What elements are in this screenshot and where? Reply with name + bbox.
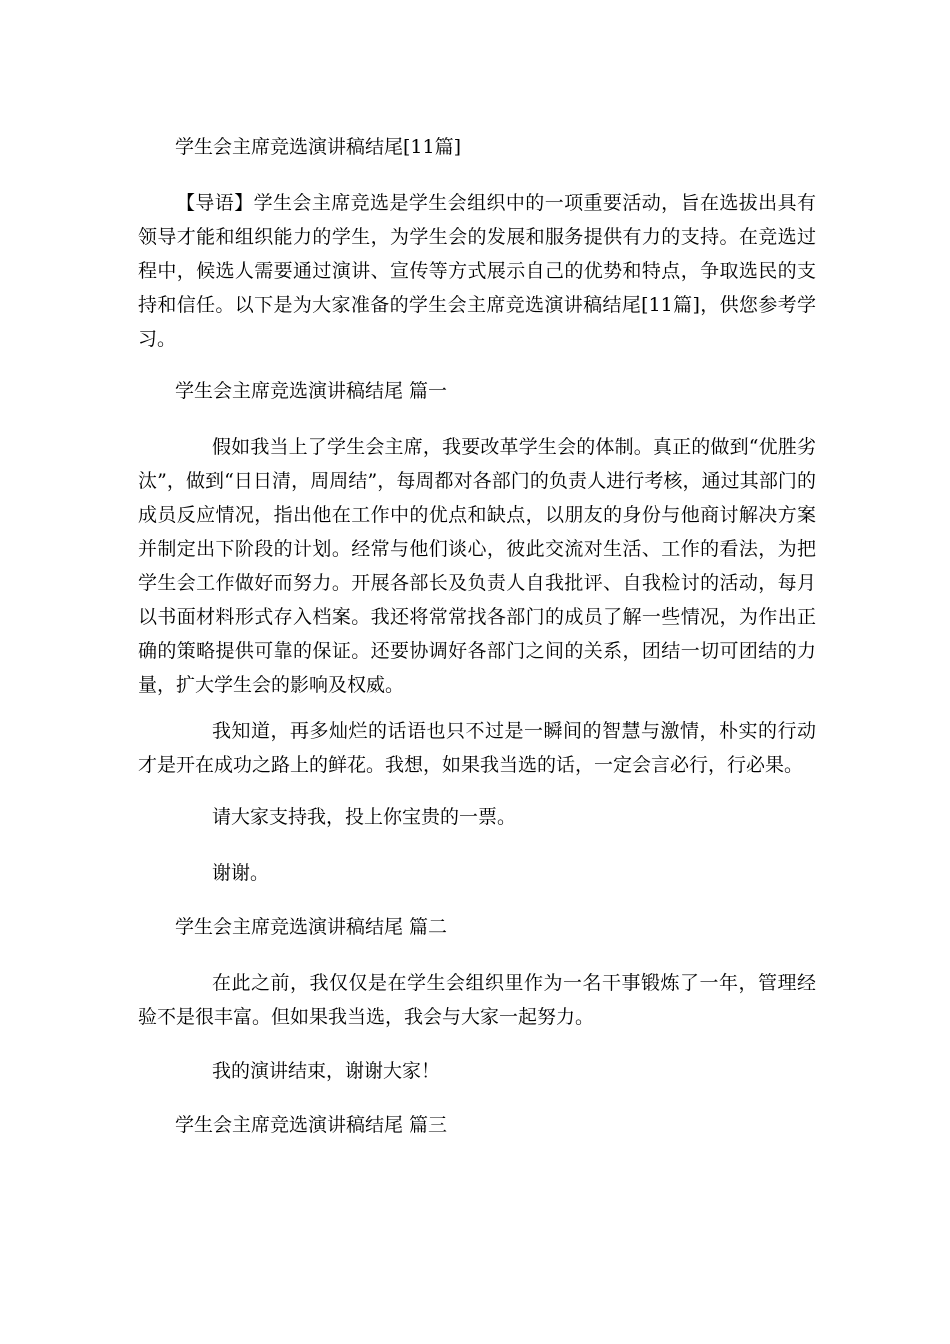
section-2-paragraph-1: 在此之前，我仅仅是在学生会组织里作为一名干事锻炼了一年，管理经验不是很丰富。但如果我当选，我会与大家一起努力。 xyxy=(138,972,816,1028)
document-title: 学生会主席竞选演讲稿结尾[11篇] xyxy=(175,136,462,158)
intro-paragraph: 【导语】学生会主席竞选是学生会组织中的一项重要活动，旨在选拔出具有领导才能和组织能力的学生，为学生会的发展和服务提供有力的支持。在竞选过程中，候选人需要通过演讲、宣传等方式展示自己的优势和特点，争取选民的支持和信任。以下是为大家准备的学生会主席竞选演讲稿结尾[11篇]，供您参考学习。 xyxy=(138,192,816,350)
section-heading-3: 学生会主席竞选演讲稿结尾 篇三 xyxy=(175,1114,448,1136)
section-2-paragraph-2: 我的演讲结束，谢谢大家！ xyxy=(212,1060,441,1082)
section-heading-2: 学生会主席竞选演讲稿结尾 篇二 xyxy=(175,916,448,938)
section-1-paragraph-2: 我知道，再多灿烂的话语也只不过是一瞬间的智慧与激情，朴实的行动才是开在成功之路上的鲜花。我想，如果我当选的话，一定会言必行，行必果。 xyxy=(138,720,816,776)
section-heading-1: 学生会主席竞选演讲稿结尾 篇一 xyxy=(175,380,448,402)
section-1-paragraph-3: 请大家支持我，投上你宝贵的一票。 xyxy=(212,806,517,828)
section-1-paragraph-1: 假如我当上了学生会主席，我要改革学生会的体制。真正的做到“优胜劣汰”，做到“日日清，周周结”，每周都对各部门的负责人进行考核，通过其部门的成员反应情况，指出他在工作中的优点和缺点，以朋友的身份与他商讨解决方案并制定出下阶段的计划。经常与他们谈心，彼此交流对生活、工作的看法，为把学生会工作做好而努力。开展各部长及负责人自我批评、自我检讨的活动，每月以书面材料形式存入档案。我还将常常找各部门的成员了解一些情况，为作出正确的策略提供可靠的保证。还要协调好各部门之间的关系，团结一切可团结的力量，扩大学生会的影响及权威。 xyxy=(138,436,816,696)
section-1-paragraph-4: 谢谢。 xyxy=(212,862,270,884)
